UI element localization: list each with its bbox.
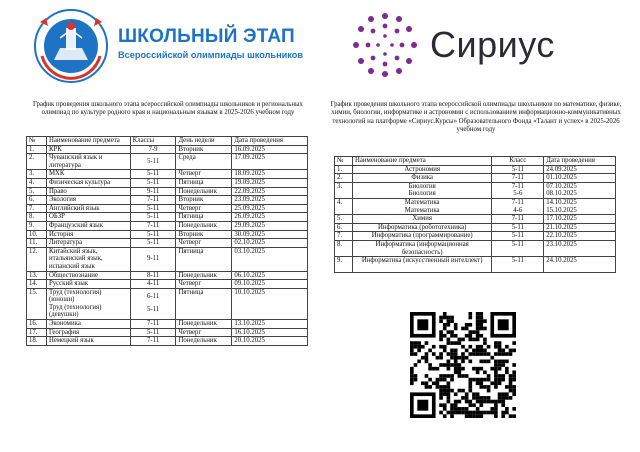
table-row: 8. ОБЗР 5-11 Пятница 26.09.2025	[27, 213, 308, 222]
table-row: 3. Биология Биология 7-11 5-6 07.10.2025 08.10.2025	[335, 182, 616, 198]
header-class: Класс	[492, 157, 544, 166]
table-row: 9. Информатика (искусственный интеллект) 5-11 24.10.2025	[335, 257, 616, 273]
table-row: 3. МХК 5-11 Четверг 18.09.2025	[27, 170, 308, 179]
table-row: 11. Литература 5-11 Четверг 02.10.2025	[27, 239, 308, 248]
table-row: 6. Экология 7-11 Вторник 23.09.2025	[27, 196, 308, 205]
sirius-brand: Сириус	[430, 24, 555, 65]
table-row: 14. Русский язык 4-11 Четверг 09.10.2025	[27, 280, 308, 289]
table-header-row	[27, 137, 308, 146]
olympiad-emblem-icon	[30, 8, 112, 84]
table-row: 15. Труд (технология) (юноши) Труд (технология) (девушки) 6-11 5-11 Пятница 10.10.2025	[27, 288, 308, 319]
olympiad-subtitle: Всероссийской олимпиады школьников	[118, 50, 304, 60]
header-date: Дата проведения	[232, 137, 308, 146]
table-row: 2. Чувашский язык и литература 5-11 Среда 17.09.2025	[27, 154, 308, 170]
table-row: 5. Химия 7-11 17.10.2025	[335, 215, 616, 224]
table-row: 4. Физическая культура 5-11 Пятница 19.09.2025	[27, 178, 308, 187]
table-row: 7. Информатика (программирование) 5-11 22.10.2025	[335, 232, 616, 241]
table-row: 8. Информатика (информационная безопасность) 5-11 23.10.2025	[335, 240, 616, 256]
table-row: 12. Китайский язык, итальянский язык, испанский язык 9-11 Пятница 03.10.2025	[27, 247, 308, 271]
header-date: Дата проведения	[544, 157, 616, 166]
header-day: День недели	[176, 137, 232, 146]
table-row: 13. Обществознание 8-11 Понедельник 06.10.2025	[27, 271, 308, 280]
olympiad-title: ШКОЛЬНЫЙ ЭТАП	[118, 26, 295, 47]
table-row: 16. Экономика 7-11 Понедельник 13.10.2025	[27, 320, 308, 329]
table-row: 7. Английский язык 5-11 Четверг 25.09.2025	[27, 204, 308, 213]
olympiad-schedule-table	[26, 136, 308, 346]
left-schedule-heading: График проведения школьного этапа всероссийской олимпиады школьников и региональных олимпиад по культуре родного края и национальным языкам в 2025-2026 учебном году	[33, 101, 303, 117]
olympiad-logo	[30, 8, 304, 84]
header-number: №	[27, 137, 47, 146]
sirius-dots-icon	[352, 12, 418, 78]
table-row: 1. Астрономия 5-11 24.09.2025	[335, 165, 616, 174]
header-subject: Наименование предмета	[46, 137, 130, 146]
table-row: 5. Право 9-11 Понедельник 22.09.2025	[27, 187, 308, 196]
table-row: 17. География 5-11 Четверг 16.10.2025	[27, 328, 308, 337]
table-row: 9. Французский язык 7-11 Понедельник 29.09.2025	[27, 221, 308, 230]
header-subject: Наименование предмета	[352, 157, 491, 166]
sirius-logo	[352, 10, 592, 80]
table-row: 18. Немецкий язык 7-11 Понедельник 20.10.2025	[27, 337, 308, 346]
table-row: 10. История 5-11 Вторник 30.09.2025	[27, 230, 308, 239]
qr-code-icon	[410, 312, 516, 418]
header-number: №	[335, 157, 353, 166]
table-row: 1. КРК 7-9 Вторник 16.09.2025	[27, 145, 308, 154]
table-row: 2. Физика 7-11 01.10.2025	[335, 174, 616, 183]
sirius-schedule-table	[334, 156, 616, 273]
table-row: 6. Информатика (робототехника) 5-11 21.10.2025	[335, 223, 616, 232]
table-header-row	[335, 157, 616, 166]
table-row: 4. Математика Математика 7-11 4-6 14.10.2025 15.10.2025	[335, 198, 616, 214]
right-schedule-heading: График проведения школьного этапа всероссийской олимпиады школьников по математике, физике, химии, биологии, информатике и астрономии с использованием информационно-коммуникативных технологий на платформе «Сириус.Курсы» Образовательного Фонда «Талант и успех» в 2025-2026 учебном году	[330, 101, 622, 134]
header-classes: Классы	[130, 137, 176, 146]
